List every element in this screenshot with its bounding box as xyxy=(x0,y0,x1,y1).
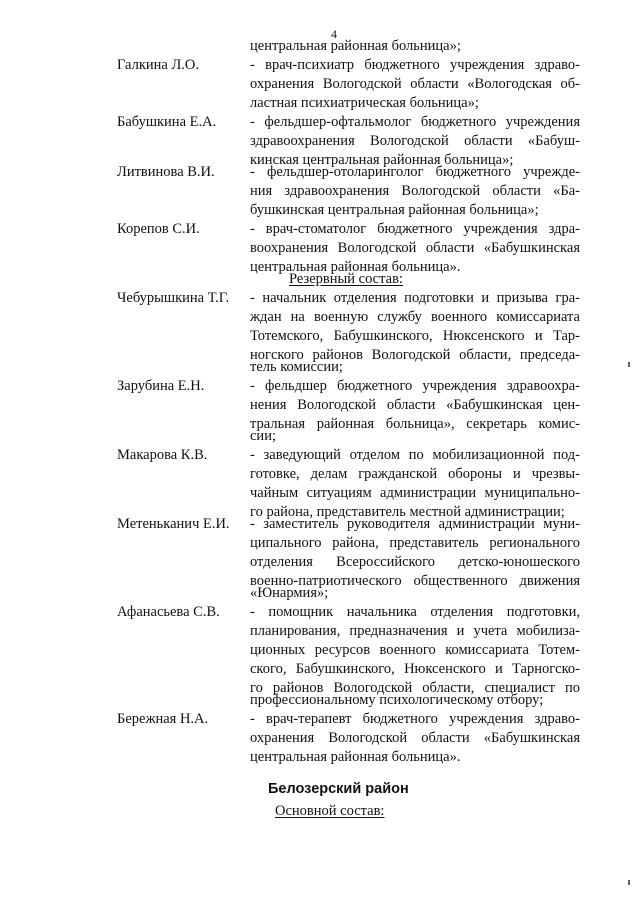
description-line: профессиональному психологическому отбору; xyxy=(250,692,544,708)
description-line: - врач-терапевт бюджетного учреждения здраво- xyxy=(250,711,580,727)
description-line: - фельдшер-отоларинголог бюджетного учрежде- xyxy=(250,164,580,180)
description-line: ского, Бабушкинского, Нюксенского и Тарногско- xyxy=(250,661,580,677)
district-heading: Белозерский район xyxy=(268,781,409,797)
description-line: - врач-психиатр бюджетного учреждения здраво- xyxy=(250,57,580,73)
description-line: - помощник начальника отделения подготовки, xyxy=(250,604,580,620)
member-name: Бабушкина Е.А. xyxy=(117,114,217,130)
member-name: Корепов С.И. xyxy=(117,221,200,237)
description-line: планирования, предназначения и учета мобилиза- xyxy=(250,623,580,639)
description-line: - заведующий отделом по мобилизационной под- xyxy=(250,447,580,463)
description-line: - фельдшер-офтальмолог бюджетного учреждения xyxy=(250,114,580,130)
description-line: центральная районная больница»; xyxy=(250,38,461,54)
reserve-subheading: Резервный состав: xyxy=(289,271,403,287)
scan-mark xyxy=(628,362,630,367)
member-name: Бережная Н.А. xyxy=(117,711,209,727)
description-line: ногского районов Вологодской области, председа- xyxy=(250,347,580,363)
description-line: - начальник отделения подготовки и призыва гра- xyxy=(250,290,580,306)
description-line: готовке, делам гражданской обороны и чрезвы- xyxy=(250,466,580,482)
description-line: охранения Вологодской области «Бабушкинская xyxy=(250,730,580,746)
description-line: - фельдшер бюджетного учреждения здравоохра- xyxy=(250,378,580,394)
member-name: Литвинова В.И. xyxy=(117,164,215,180)
member-name: Чебурышкина Т.Г. xyxy=(117,290,230,306)
description-line: - врач-стоматолог бюджетного учреждения здра- xyxy=(250,221,580,237)
member-name: Афанасьева С.В. xyxy=(117,604,220,620)
description-line: бушкинская центральная районная больница»; xyxy=(250,202,539,218)
member-name: Галкина Л.О. xyxy=(117,57,200,73)
scan-mark xyxy=(628,880,630,885)
main-composition-subheading: Основной состав: xyxy=(275,803,385,819)
description-line: тель комиссии; xyxy=(250,359,343,375)
description-line: охранения Вологодской области «Вологодская об- xyxy=(250,76,580,92)
member-name: Метеньканич Е.И. xyxy=(117,516,230,532)
description-line: нения Вологодской области «Бабушкинская цен- xyxy=(250,397,580,413)
description-line: здравоохранения Вологодской области «Бабуш- xyxy=(250,133,580,149)
description-line: го района, представитель местной администрации; xyxy=(250,504,565,520)
description-line: сии; xyxy=(250,428,276,444)
description-line: тральная районная больница», секретарь комис- xyxy=(250,416,580,432)
description-line: го районов Вологодской области, специалист по xyxy=(250,680,580,696)
description-line: - заместитель руководителя администрации муни- xyxy=(250,516,580,532)
description-line: военно-патриотического общественного движения xyxy=(250,573,580,589)
description-line: «Юнармия»; xyxy=(250,585,329,601)
description-line: Тотемского, Бабушкинского, Нюксенского и Тар- xyxy=(250,328,580,344)
description-line: ластная психиатрическая больница»; xyxy=(250,95,479,111)
description-line: ждан на военную службу военного комиссариата xyxy=(250,309,580,325)
description-line: центральная районная больница». xyxy=(250,259,461,275)
description-line: кинская центральная районная больница»; xyxy=(250,152,514,168)
page-number: 4 xyxy=(331,27,337,41)
description-line: центральная районная больница». xyxy=(250,749,461,765)
member-name: Зарубина Е.Н. xyxy=(117,378,205,394)
description-line: ционных ресурсов военного комиссариата Тотем- xyxy=(250,642,580,658)
description-line: ципального района, представитель регионального xyxy=(250,535,580,551)
description-line: отделения Всероссийского детско-юношеского xyxy=(250,554,580,570)
description-line: чайным ситуациям администрации муниципально- xyxy=(250,485,580,501)
description-line: ния здравоохранения Вологодской области «Ба- xyxy=(250,183,580,199)
description-line: воохранения Вологодской области «Бабушкинская xyxy=(250,240,580,256)
member-name: Макарова К.В. xyxy=(117,447,208,463)
